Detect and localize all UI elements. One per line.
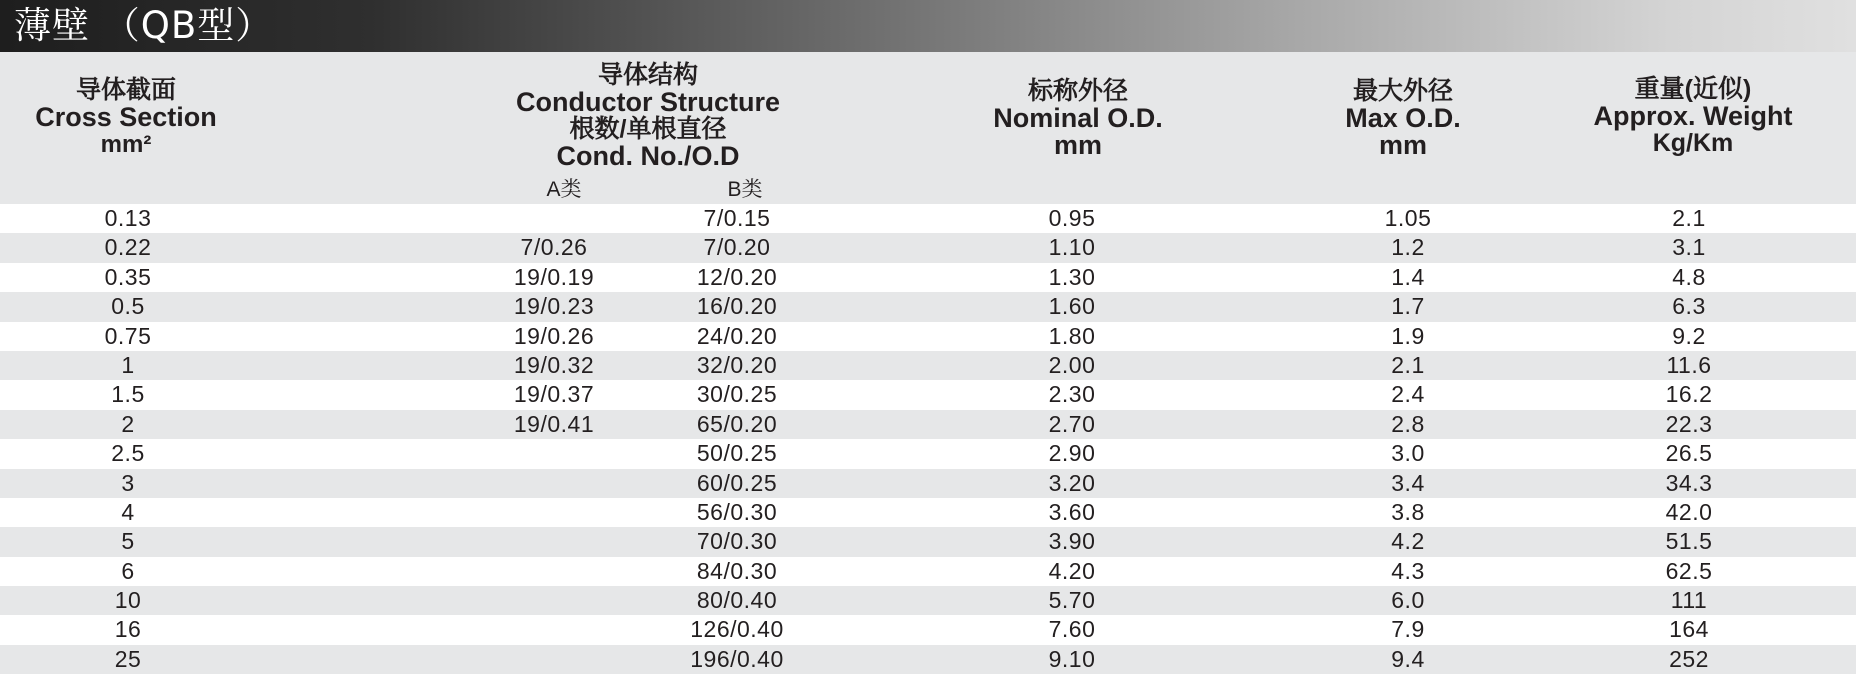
header-class-b: B类 <box>727 178 763 201</box>
cell-max-od: 1.4 <box>1391 263 1425 290</box>
cell-weight: 3.1 <box>1672 234 1706 261</box>
cell-nominal-od: 1.30 <box>1048 263 1096 290</box>
cell-nominal-od: 2.30 <box>1048 381 1096 408</box>
cell-class-b: 24/0.20 <box>696 322 778 349</box>
cell-class-b: 7/0.20 <box>703 234 771 261</box>
cell-weight: 9.2 <box>1672 322 1706 349</box>
cell-class-b: 50/0.25 <box>696 440 778 467</box>
table-row <box>0 351 1856 380</box>
table-row <box>0 586 1856 615</box>
cell-nominal-od: 7.60 <box>1048 616 1096 643</box>
cell-cross-section: 2.5 <box>111 440 145 467</box>
cell-class-b: 56/0.30 <box>696 498 778 525</box>
cell-nominal-od: 2.90 <box>1048 440 1096 467</box>
cell-cross-section: 1 <box>121 351 135 378</box>
header-nominal-od-en: Nominal O.D. <box>993 103 1163 133</box>
cell-nominal-od: 5.70 <box>1048 587 1096 614</box>
cell-class-b: 60/0.25 <box>696 469 778 496</box>
header-nominal-od-unit: mm <box>1053 130 1103 160</box>
cell-nominal-od: 3.20 <box>1048 469 1096 496</box>
cell-nominal-od: 4.20 <box>1048 557 1096 584</box>
cell-class-b: 196/0.40 <box>690 645 784 672</box>
cell-class-b: 126/0.40 <box>690 616 784 643</box>
cell-class-a: 19/0.23 <box>513 293 595 320</box>
cell-weight: 2.1 <box>1672 205 1706 231</box>
cell-class-b: 70/0.30 <box>696 528 778 555</box>
cell-max-od: 6.0 <box>1391 587 1425 614</box>
cell-class-b: 12/0.20 <box>696 263 778 290</box>
cell-weight: 16.2 <box>1665 381 1713 408</box>
cell-cross-section: 6 <box>121 557 135 584</box>
cell-weight: 4.8 <box>1672 263 1706 290</box>
cell-max-od: 2.8 <box>1391 410 1425 437</box>
cell-max-od: 3.0 <box>1391 440 1425 467</box>
cell-max-od: 2.1 <box>1391 351 1425 378</box>
table-row <box>0 615 1856 644</box>
table-row <box>0 322 1856 351</box>
cell-cross-section: 0.75 <box>104 322 152 349</box>
cell-nominal-od: 1.60 <box>1048 293 1096 320</box>
header-cross-section <box>35 77 217 158</box>
cell-class-b: 7/0.15 <box>703 205 771 231</box>
cell-max-od: 4.2 <box>1391 528 1425 555</box>
header-nominal-od-cn: 标称外径 <box>1027 77 1129 105</box>
cell-max-od: 1.2 <box>1391 234 1425 261</box>
cell-cross-section: 0.22 <box>104 234 152 261</box>
table-body <box>0 204 1856 674</box>
header-cross-section-en: Cross Section <box>35 102 217 132</box>
table-row <box>0 380 1856 409</box>
cell-max-od: 1.05 <box>1384 205 1432 231</box>
cell-cross-section: 2 <box>121 410 135 437</box>
cell-nominal-od: 2.00 <box>1048 351 1096 378</box>
cell-class-b: 80/0.40 <box>696 587 778 614</box>
cell-max-od: 2.4 <box>1391 381 1425 408</box>
cell-weight: 164 <box>1669 616 1709 643</box>
cell-cross-section: 25 <box>114 645 142 672</box>
cell-nominal-od: 0.95 <box>1048 205 1096 231</box>
cell-cross-section: 5 <box>121 528 135 555</box>
cell-cross-section: 0.13 <box>104 205 152 231</box>
header-class-a: A类 <box>546 178 582 201</box>
cell-max-od: 9.4 <box>1391 645 1425 672</box>
table-row <box>0 263 1856 292</box>
cell-max-od: 1.9 <box>1391 322 1425 349</box>
header-weight-unit: Kg/Km <box>1652 129 1734 157</box>
cell-cross-section: 0.5 <box>111 293 145 320</box>
cell-weight: 6.3 <box>1672 293 1706 320</box>
table-row <box>0 233 1856 262</box>
header-conductor-en2: Cond. No./O.D <box>556 141 740 171</box>
cell-max-od: 4.3 <box>1391 557 1425 584</box>
cell-weight: 51.5 <box>1665 528 1713 555</box>
cell-class-b: 32/0.20 <box>696 351 778 378</box>
table-row <box>0 439 1856 468</box>
header-conductor-cn2: 根数/单根直径 <box>569 115 727 143</box>
table-row <box>0 204 1856 233</box>
cell-cross-section: 1.5 <box>111 381 145 408</box>
title-bar <box>0 0 1856 52</box>
cell-cross-section: 16 <box>114 616 142 643</box>
header-max-od-cn: 最大外径 <box>1352 77 1453 105</box>
cell-weight: 22.3 <box>1665 410 1713 437</box>
header-conductor-structure <box>516 62 780 170</box>
cell-class-a: 19/0.41 <box>513 410 595 437</box>
header-weight-en: Approx. Weight <box>1593 101 1793 131</box>
header-weight-cn: 重量(近似) <box>1634 75 1752 103</box>
cell-weight: 26.5 <box>1665 440 1713 467</box>
cell-nominal-od: 1.80 <box>1048 322 1096 349</box>
cell-max-od: 3.4 <box>1391 469 1425 496</box>
header-max-od-en: Max O.D. <box>1345 103 1461 133</box>
cell-weight: 11.6 <box>1666 351 1712 378</box>
header-nominal-od <box>993 78 1163 159</box>
header-cross-section-unit: mm² <box>100 131 152 158</box>
cell-class-b: 16/0.20 <box>696 293 778 320</box>
cell-weight: 62.5 <box>1665 557 1713 584</box>
table-row <box>0 645 1856 674</box>
cell-nominal-od: 9.10 <box>1048 645 1096 672</box>
cell-nominal-od: 3.60 <box>1048 498 1096 525</box>
cell-class-a: 19/0.37 <box>513 381 595 408</box>
cell-class-b: 30/0.25 <box>696 381 778 408</box>
cell-class-a: 7/0.26 <box>520 234 588 261</box>
cell-max-od: 1.7 <box>1391 293 1425 320</box>
cell-weight: 252 <box>1669 645 1709 672</box>
table-row <box>0 527 1856 556</box>
table-row <box>0 292 1856 321</box>
header-max-od <box>1345 78 1461 159</box>
cell-nominal-od: 1.10 <box>1048 234 1096 261</box>
cell-class-a: 19/0.19 <box>513 263 595 290</box>
cell-cross-section: 4 <box>121 498 135 525</box>
cell-nominal-od: 2.70 <box>1048 410 1096 437</box>
page-title: 薄壁 （QB型） <box>14 4 274 47</box>
header-cross-section-cn: 导体截面 <box>75 76 176 104</box>
cell-class-a: 19/0.26 <box>513 322 595 349</box>
cell-nominal-od: 3.90 <box>1048 528 1096 555</box>
table-row <box>0 498 1856 527</box>
header-conductor-cn: 导体结构 <box>597 61 699 89</box>
cell-cross-section: 10 <box>114 587 142 614</box>
cell-max-od: 3.8 <box>1391 498 1425 525</box>
header-weight <box>1594 76 1793 157</box>
cell-weight: 42.0 <box>1665 498 1713 525</box>
table-row <box>0 557 1856 586</box>
header-max-od-unit: mm <box>1378 130 1427 160</box>
cell-class-b: 65/0.20 <box>696 410 778 437</box>
header-conductor-en: Conductor Structure <box>515 87 781 117</box>
cell-cross-section: 0.35 <box>104 263 152 290</box>
cell-cross-section: 3 <box>121 469 135 496</box>
cell-weight: 111 <box>1670 587 1708 614</box>
cell-max-od: 7.9 <box>1391 616 1425 643</box>
table-row <box>0 410 1856 439</box>
cell-weight: 34.3 <box>1665 469 1713 496</box>
table-header <box>0 52 1856 204</box>
cell-class-b: 84/0.30 <box>696 557 778 584</box>
cell-class-a: 19/0.32 <box>513 351 595 378</box>
table-row <box>0 469 1856 498</box>
